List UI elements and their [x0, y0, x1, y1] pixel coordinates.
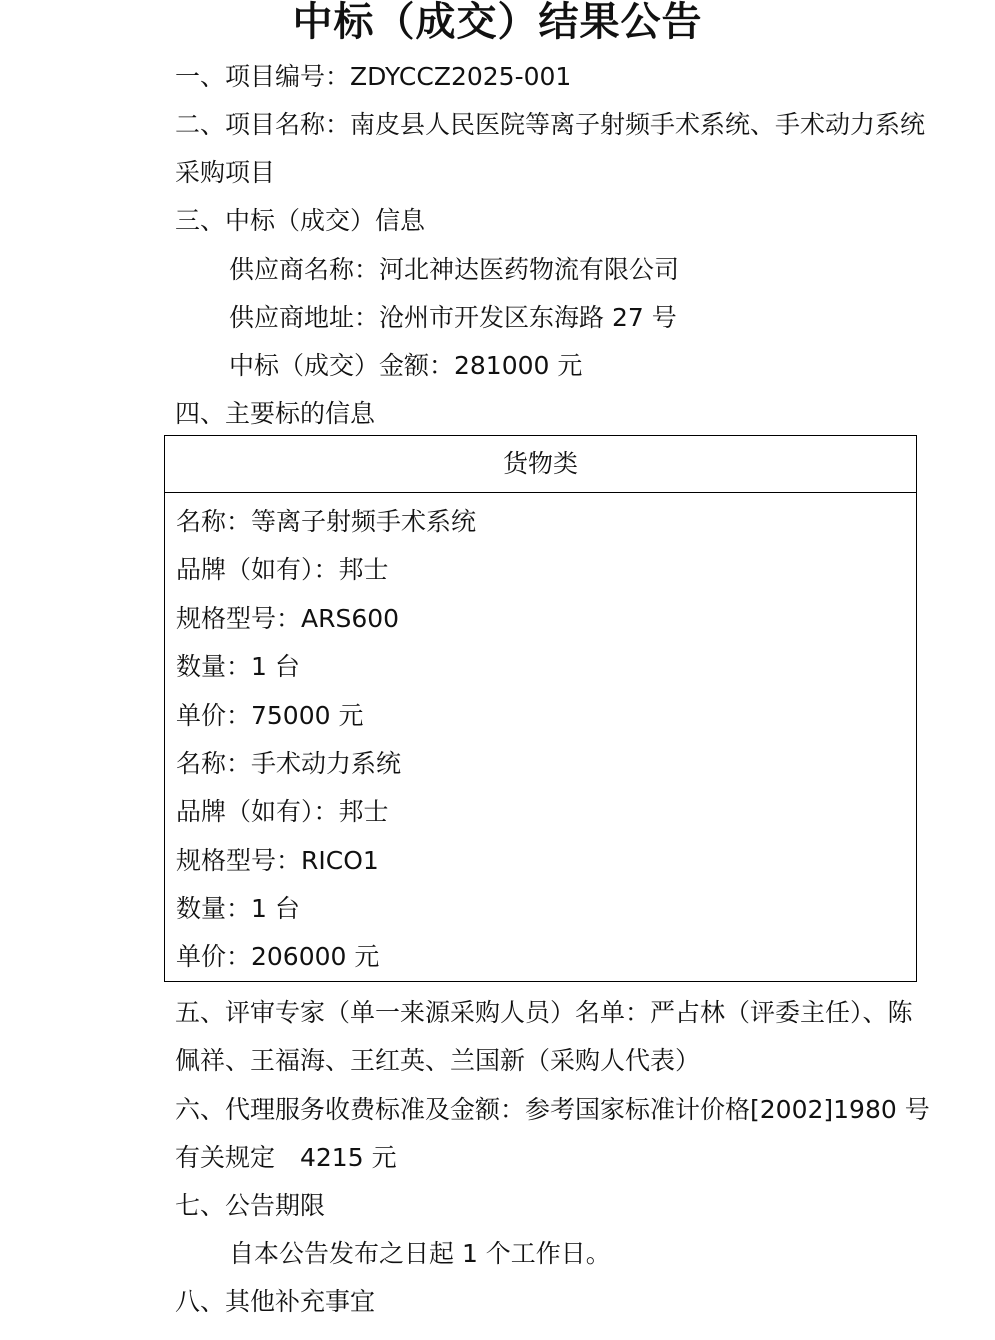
subject-info-heading: 四、主要标的信息: [175, 399, 376, 428]
project-name-line-2: 采购项目: [175, 158, 276, 187]
experts-line-2: 佩祥、王福海、王红英、兰国新（采购人代表）: [175, 1046, 701, 1075]
goods-item-quantity: 数量：1 台: [176, 652, 300, 681]
notice-period-text: 自本公告发布之日起 1 个工作日。: [229, 1239, 611, 1268]
goods-item-brand: 品牌（如有）：邦士: [176, 797, 389, 826]
project-name-line-1: 二、项目名称：南皮县人民医院等离子射频手术系统、手术动力系统: [175, 110, 926, 139]
notice-period-heading: 七、公告期限: [175, 1191, 326, 1220]
goods-table-header: 货物类: [165, 436, 916, 493]
award-info-heading: 三、中标（成交）信息: [175, 206, 426, 235]
goods-item-quantity: 数量：1 台: [176, 894, 300, 923]
agency-fee-line-2: 有关规定 4215 元: [175, 1143, 397, 1172]
other-matters-heading: 八、其他补充事宜: [175, 1287, 376, 1316]
goods-item-brand: 品牌（如有）：邦士: [176, 555, 389, 584]
experts-line-1: 五、评审专家（单一来源采购人员）名单：严占林（评委主任）、陈: [175, 998, 913, 1027]
goods-table: [164, 435, 917, 982]
agency-fee-line-1: 六、代理服务收费标准及金额：参考国家标准计价格[2002]1980 号: [175, 1095, 930, 1124]
goods-item-price: 单价：75000 元: [176, 701, 364, 730]
project-number: 一、项目编号：ZDYCCZ2025-001: [175, 62, 572, 91]
supplier-address: 供应商地址：沧州市开发区东海路 27 号: [229, 303, 677, 332]
goods-item-model: 规格型号：ARS600: [176, 604, 400, 633]
goods-item-model: 规格型号：RICO1: [176, 846, 379, 875]
goods-item-price: 单价：206000 元: [176, 942, 380, 971]
page-title: 中标（成交）结果公告: [292, 0, 703, 45]
goods-item-name: 名称：等离子射频手术系统: [176, 507, 477, 536]
award-amount: 中标（成交）金额：281000 元: [229, 351, 583, 380]
goods-item-name: 名称：手术动力系统: [176, 749, 402, 778]
supplier-name: 供应商名称：河北神达医药物流有限公司: [229, 255, 680, 284]
